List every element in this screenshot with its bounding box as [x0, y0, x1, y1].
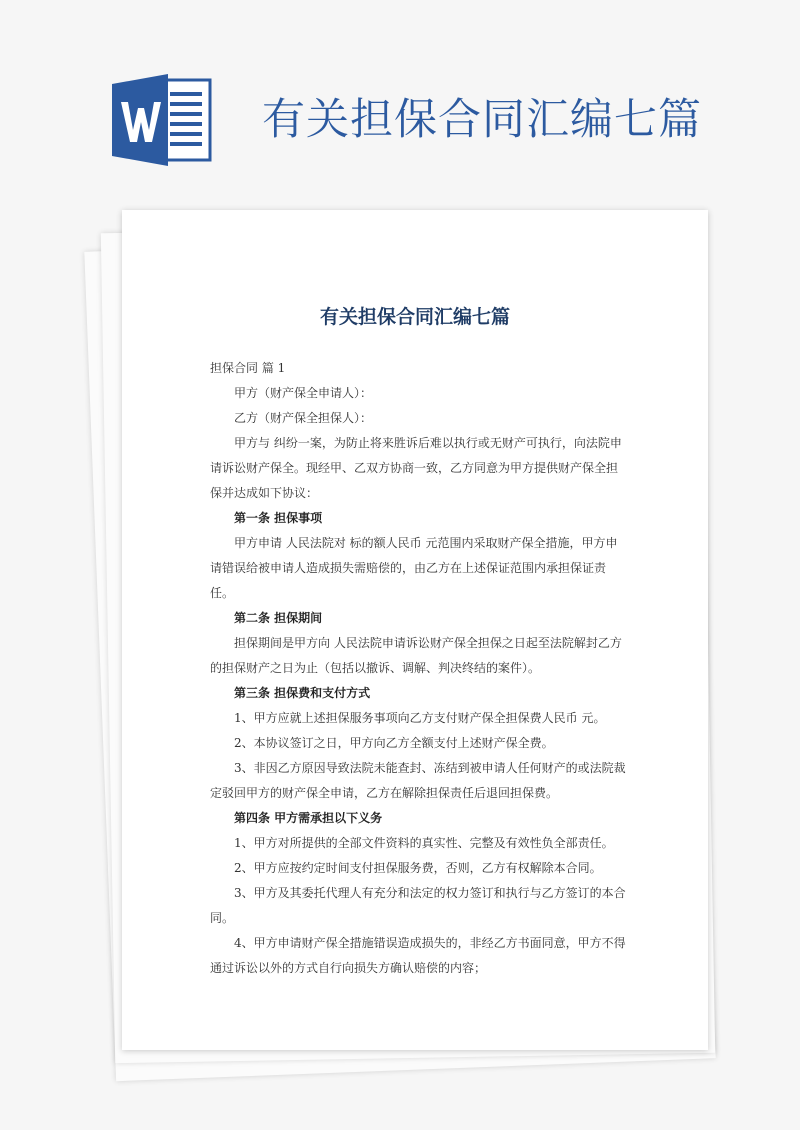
document-title: 有关担保合同汇编七篇 [319, 306, 510, 328]
header-title: 有关担保合同汇编七篇 [262, 95, 702, 145]
paragraph: 甲方申请 人民法院对 标的额人民币 元范围内采取财产保全措施，甲方申请错误给被申请人造成损失需赔偿的，由乙方在上述保证范围内承担保证责任。 [210, 536, 618, 600]
paragraph: 甲方（财产保全申请人）： [234, 386, 373, 400]
page-header [0, 0, 800, 200]
paragraph: 2、本协议签订之日，甲方向乙方全额支付上述财产保全费。 [234, 736, 554, 750]
document-page [122, 210, 708, 1050]
paragraph: 担保期间是甲方向 人民法院申请诉讼财产保全担保之日起至法院解封乙方的担保财产之日为止（包括以撤诉、调解、判决终结的案件）。 [210, 636, 622, 675]
paragraph: 3、非因乙方原因导致法院未能查封、冻结到被申请人任何财产的或法院裁定驳回甲方的财产保全申请，乙方在解除担保责任后退回担保费。 [210, 761, 626, 800]
article-heading: 第二条 担保期间 [234, 611, 323, 625]
paragraph: 4、甲方申请财产保全措施错误造成损失的，非经乙方书面同意，甲方不得通过诉讼以外的方式自行向损失方确认赔偿的内容； [210, 936, 626, 975]
paragraph: 2、甲方应按约定时间支付担保服务费，否则，乙方有权解除本合同。 [234, 861, 602, 875]
section-heading: 担保合同 篇 1 [210, 361, 286, 375]
article-heading: 第一条 担保事项 [234, 511, 323, 525]
paragraph: 3、甲方及其委托代理人有充分和法定的权力签订和执行与乙方签订的本合同。 [210, 886, 626, 925]
paragraph: 乙方（财产保全担保人）： [234, 411, 373, 425]
paragraph: 甲方与 纠纷一案，为防止将来胜诉后难以执行或无财产可执行，向法院申请诉讼财产保全。现经甲、乙双方协商一致，乙方同意为甲方提供财产保全担保并达成如下协议： [210, 436, 622, 500]
word-document-icon [112, 72, 214, 168]
article-heading: 第三条 担保费和支付方式 [234, 686, 371, 700]
document-body [210, 356, 626, 981]
article-heading: 第四条 甲方需承担以下义务 [234, 811, 383, 825]
paragraph: 1、甲方对所提供的全部文件资料的真实性、完整及有效性负全部责任。 [234, 836, 614, 850]
paragraph: 1、甲方应就上述担保服务事项向乙方支付财产保全担保费人民币 元。 [234, 711, 606, 725]
